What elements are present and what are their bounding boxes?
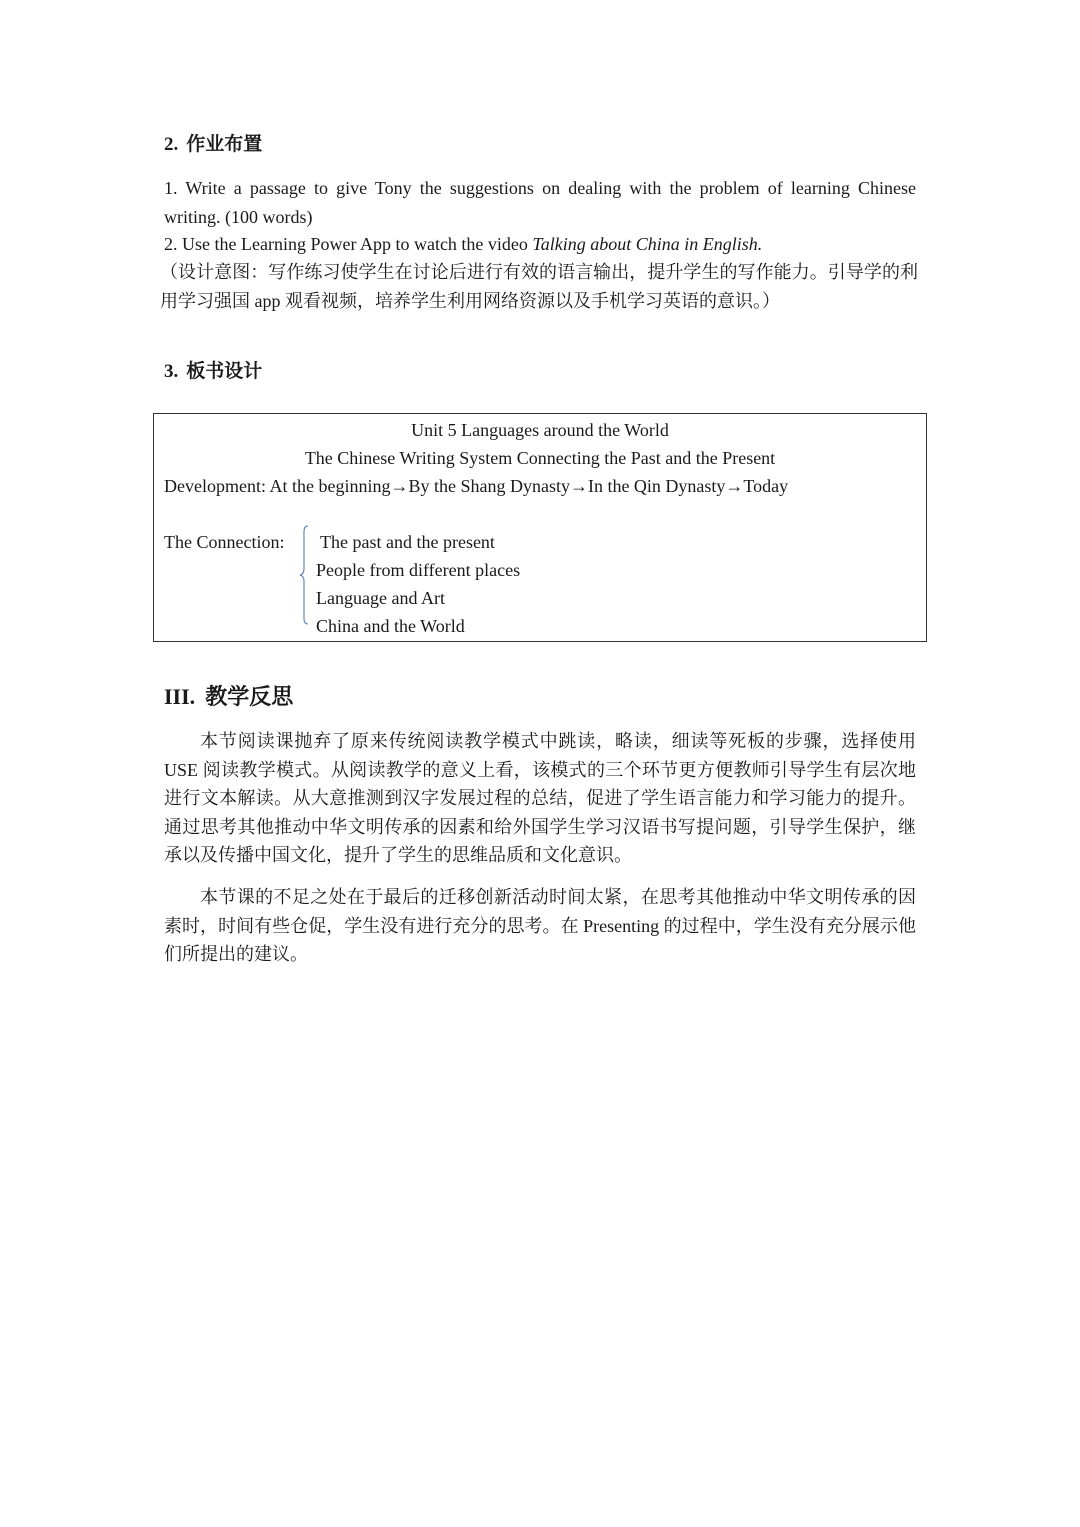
reflection-title: 教学反思 <box>205 684 294 709</box>
reflection-heading <box>164 686 293 708</box>
board-title: Unit 5 Languages around the World <box>411 420 669 440</box>
blackboard-design-box <box>153 413 927 642</box>
reflection-paragraph-2: 本节课的不足之处在于最后的迁移创新活动时间太紧，在思考其他推动中华文明传承的因素时，时间有些仓促，学生没有进行充分的思考。在 Presenting 的过程中，学生没有充分展示他们所提出的建议。 <box>164 887 916 965</box>
design-note: （设计意图：写作练习使学生在讨论后进行有效的语言输出，提升学生的写作能力。引导学的利用学习强国 app 观看视频，培养学生利用网络资源以及手机学习英语的意识。） <box>160 262 918 311</box>
board-development: Development: At the beginning→By the Shang Dynasty→In the Qin Dynasty→Today <box>164 476 789 496</box>
board-connection-item: People from different places <box>316 560 521 580</box>
board-connection-item: China and the World <box>316 616 465 636</box>
section-3-number: 3. <box>164 361 179 382</box>
board-connection-item: The past and the present <box>320 532 495 552</box>
homework-item-1: 1. Write a passage to give Tony the suggestions on dealing with the problem of learning Chinese writing. (100 words) <box>164 178 916 227</box>
board-connection-label: The Connection: <box>164 532 285 552</box>
section-3-heading <box>164 362 262 381</box>
brace-bracket-icon <box>299 525 309 625</box>
reflection-paragraph-1: 本节阅读课抛弃了原来传统阅读教学模式中跳读，略读，细读等死板的步骤，选择使用 USE 阅读教学模式。从阅读教学的意义上看，该模式的三个环节更方便教师引导学生有层次地进行文本解读。从大意推测到汉字发展过程的总结，促进了学生语言能力和学习能力的提升。通过思考其他推动中华文明传承的因素和给外国学生学习汉语书写提问题，引导学生保护，继承以及传播中国文化，提升了学生的思维品质和文化意识。 <box>164 731 916 866</box>
reflection-number: III. <box>164 684 196 709</box>
board-connection-item: Language and Art <box>316 588 445 608</box>
section-2-heading <box>164 135 262 154</box>
section-2-number: 2. <box>164 134 179 155</box>
board-subtitle: The Chinese Writing System Connecting the Past and the Present <box>304 448 776 468</box>
section-3-title: 板书设计 <box>186 361 263 382</box>
video-title: Talking about China in English. <box>532 234 763 254</box>
homework-item-2-text: 2. Use the Learning Power App to watch the video <box>164 234 533 254</box>
homework-item-2 <box>164 230 762 258</box>
section-2-title: 作业布置 <box>186 134 263 155</box>
